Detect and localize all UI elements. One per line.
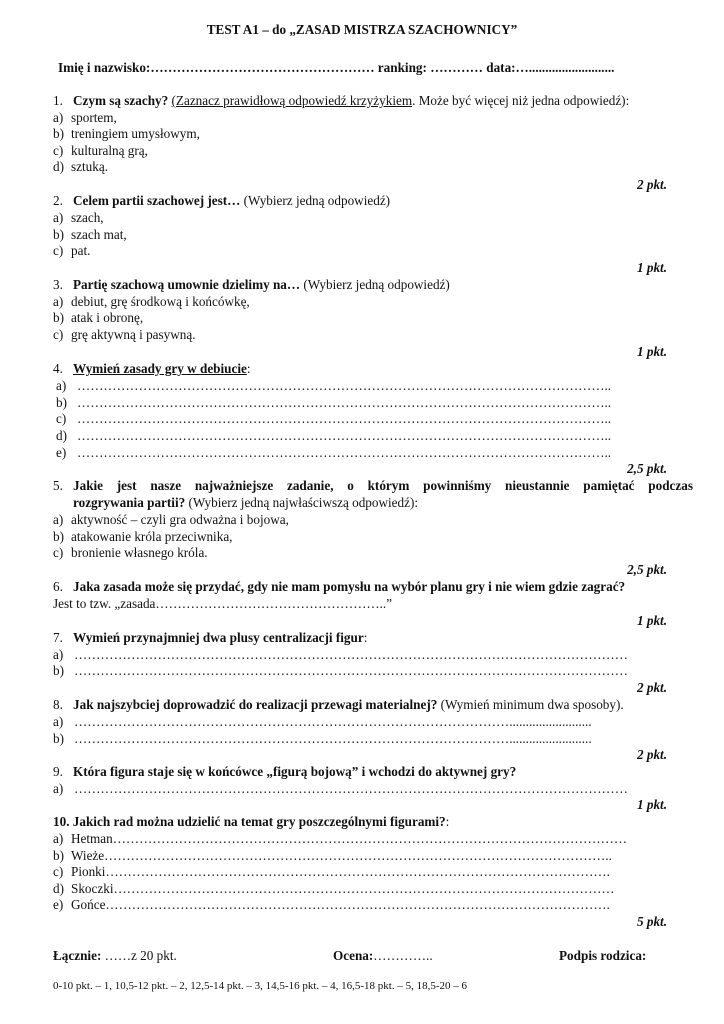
q10-answer-line[interactable]: c) Pionki…………………………………………………………………………………………………….	[53, 864, 610, 879]
student-header	[58, 60, 614, 76]
grading-scale: 0-10 pkt. – 1, 10,5-12 pkt. – 2, 12,5-14 pkt. – 3, 14,5-16 pkt. – 4, 16,5-18 pkt. – 5, 18,5-20 – 6	[53, 980, 468, 992]
q2-option[interactable]: b) szach mat,	[53, 227, 127, 242]
q4-answer-line[interactable]: a)	[56, 378, 67, 393]
q1-option[interactable]: c) kulturalną grą,	[53, 143, 148, 158]
q4-dots: …………………………………………………………………………………………………………..	[77, 378, 612, 393]
q3-option[interactable]: b) atak i obronę,	[53, 310, 144, 325]
grade[interactable]: Ocena:…………..	[333, 948, 433, 963]
q8-answer-line[interactable]: a)	[53, 714, 64, 729]
q10-answer-line[interactable]: e) Gońce…………………………………………………………………………………………………….	[53, 897, 610, 912]
q8-dots: ……………………………………………………………………………………….........................	[74, 731, 592, 746]
q8-points: 2 pkt.	[636, 747, 667, 762]
q4-dots: …………………………………………………………………………………………………………..	[77, 445, 612, 460]
ranking-label: ranking: …………	[377, 60, 483, 75]
q2-question: 2. Celem partii szachowej jest… (Wybierz jedną odpowiedź)	[53, 193, 391, 208]
q1-option[interactable]: a) sportem,	[53, 110, 117, 125]
q4-answer-line[interactable]: d)	[56, 428, 67, 443]
q4-points: 2,5 pkt.	[627, 461, 667, 476]
q10-points: 5 pkt.	[636, 914, 667, 929]
q4-question: 4. Wymień zasady gry w debiucie:	[53, 361, 251, 376]
q8-question: 8. Jak najszybciej doprowadzić do realizacji przewagi materialnej? (Wymień minimum dwa sposoby).	[53, 697, 624, 712]
q7-points: 2 pkt.	[636, 680, 667, 695]
q5-question-line1: 5. Jakie jest nasze najważniejsze zadanie, o którym powinniśmy nieustannie pamiętać podczas	[53, 478, 693, 493]
q8-answer-line[interactable]: b)	[53, 731, 64, 746]
q9-points: 1 pkt.	[636, 797, 667, 812]
q9-dots: ………………………………………………………………………………………………………………	[74, 781, 628, 796]
q5-option[interactable]: b) atakowanie króla przeciwnika,	[53, 529, 233, 544]
parent-signature[interactable]: Podpis rodzica:	[559, 948, 647, 963]
q4-answer-line[interactable]: e)	[56, 445, 67, 460]
q7-dots: ………………………………………………………………………………………………………………	[74, 663, 628, 678]
q7-answer-line[interactable]: a)	[53, 647, 64, 662]
q5-question-line2: rozgrywania partii? (Wybierz jedną najwłaściwszą odpowiedź):	[73, 495, 419, 510]
q5-option[interactable]: c) bronienie własnego króla.	[53, 545, 208, 560]
q4-dots: …………………………………………………………………………………………………………..	[77, 428, 612, 443]
q5-option[interactable]: a) aktywność – czyli gra odważna i bojowa,	[53, 512, 289, 527]
q3-option[interactable]: a) debiut, grę środkową i końcówkę,	[53, 294, 250, 309]
q8-dots: ……………………………………………………………………………………….........................	[74, 714, 592, 729]
q6-answer-line[interactable]: Jest to tzw. „zasada……………………………………………..”	[53, 596, 393, 611]
q10-answer-line[interactable]: a) Hetman………………………………………………………………………………………………………	[53, 831, 628, 846]
page-title: TEST A1 – do „ZASAD MISTRZA SZACHOWNICY”	[206, 22, 518, 37]
q4-answer-line[interactable]: c)	[56, 411, 67, 426]
date-label: data:…..........................	[486, 60, 615, 75]
q2-points: 1 pkt.	[636, 260, 667, 275]
q4-answer-line[interactable]: b)	[56, 395, 67, 410]
q6-question: 6. Jaka zasada może się przydać, gdy nie mam pomysłu na wybór planu gry i nie wiem gdzie zagrać?	[53, 579, 626, 594]
q3-question: 3. Partię szachową umownie dzielimy na… (Wybierz jedną odpowiedź)	[53, 277, 450, 292]
q1-question: 1. Czym są szachy? (Zaznacz prawidłową odpowiedź krzyżykiem. Może być więcej niż jedna odpowiedź):	[53, 93, 630, 108]
name-label: Imię i nazwisko:……………………………………………	[58, 60, 375, 75]
q7-dots: ………………………………………………………………………………………………………………	[74, 647, 628, 662]
q9-question: 9. Która figura staje się w końcówce „figurą bojową” i wchodzi do aktywnej gry?	[53, 764, 517, 779]
q1-points: 2 pkt.	[636, 177, 667, 192]
q10-answer-line[interactable]: d) Skoczki……………………………………………………………………………………………………	[53, 881, 615, 896]
total-score[interactable]: Łącznie: ……z 20 pkt.	[53, 948, 177, 963]
q2-option[interactable]: c) pat.	[53, 243, 91, 258]
q7-question: 7. Wymień przynajmniej dwa plusy centralizacji figur:	[53, 630, 368, 645]
q10-answer-line[interactable]: b) Wieże……………………………………………………………………………………………………..	[53, 848, 612, 863]
q9-answer-line[interactable]: a)	[53, 781, 64, 796]
q3-option[interactable]: c) grę aktywną i pasywną.	[53, 327, 196, 342]
q6-points: 1 pkt.	[636, 613, 667, 628]
q10-question: 10. Jakich rad można udzielić na temat gry poszczególnymi figurami?:	[53, 814, 450, 829]
q3-points: 1 pkt.	[636, 344, 667, 359]
q7-answer-line[interactable]: b)	[53, 663, 64, 678]
q1-option[interactable]: b) treningiem umysłowym,	[53, 126, 200, 141]
q1-option[interactable]: d) sztuką.	[53, 159, 108, 174]
q2-option[interactable]: a) szach,	[53, 210, 104, 225]
q4-dots: …………………………………………………………………………………………………………..	[77, 411, 612, 426]
q5-points: 2,5 pkt.	[627, 562, 667, 577]
q4-dots: …………………………………………………………………………………………………………..	[77, 395, 612, 410]
